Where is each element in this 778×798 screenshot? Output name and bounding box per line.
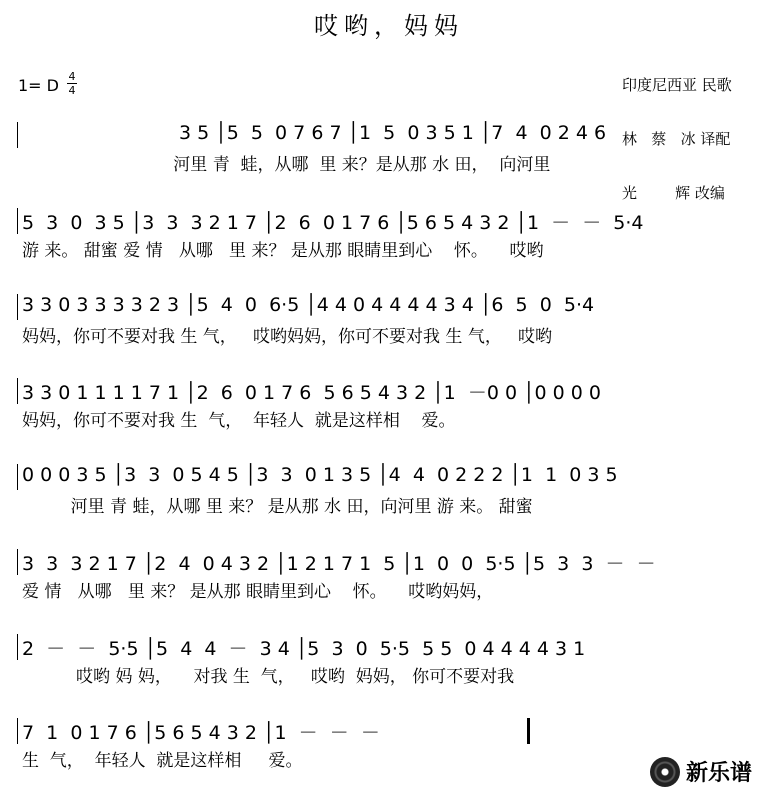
notation-line: 0 0 0 3 5 │3 3 0 5 4 5 │3 3 0 1 3 5 │4 4 0 2 2 2 │1 1 0 3 5 bbox=[22, 464, 618, 486]
credit-translator: 林 蔡 冰 译配 bbox=[622, 130, 731, 148]
lyric-line: 哎哟 妈 妈， 对我 生 气， 哎哟 妈妈， 你可不要对我 bbox=[22, 667, 515, 687]
lyric-line: 河里 青 蛙，从哪 里 来？是从那 水 田， 向河里 bbox=[22, 155, 551, 175]
logo-text: 新乐谱 bbox=[686, 761, 753, 786]
lyric-line: 妈妈，你可不要对我 生 气， 年轻人 就是这样相 爱。 bbox=[22, 411, 456, 431]
score-system-2 bbox=[0, 208, 778, 288]
score-system-4 bbox=[0, 378, 778, 458]
record-disc-icon bbox=[650, 757, 680, 787]
key-signature: 1= D bbox=[18, 76, 59, 95]
site-logo bbox=[650, 756, 752, 787]
barline bbox=[17, 634, 18, 660]
barline bbox=[17, 294, 18, 320]
barline bbox=[17, 122, 18, 148]
notation-line: 3 3 0 3 3 3 3 2 3 │5 4 0 6·5 │4 4 0 4 4 4 4 3 4 │6 5 0 5·4 bbox=[22, 294, 595, 316]
lyric-line: 妈妈，你可不要对我 生 气， 哎哟妈妈，你可不要对我 生 气， 哎哟 bbox=[22, 327, 553, 347]
barline bbox=[17, 464, 18, 490]
score-system-3 bbox=[0, 294, 778, 374]
barline bbox=[17, 208, 18, 234]
time-signature-top: 4 bbox=[68, 70, 76, 83]
score-system-6 bbox=[0, 549, 778, 629]
score-system-1 bbox=[0, 122, 778, 202]
barline bbox=[17, 378, 18, 404]
lyric-line: 游 来。 甜蜜 爱 情 从哪 里 来？ 是从那 眼睛里到心 怀。 哎哟 bbox=[22, 241, 544, 261]
credit-arranger: 光 辉 改编 bbox=[622, 184, 725, 202]
barline bbox=[17, 549, 18, 575]
final-barline bbox=[527, 718, 530, 744]
time-signature-bottom: 4 bbox=[68, 84, 76, 97]
notation-line: 3 5 │5 5 0 7 6 7 │1 5 0 3 5 1 │7 4 0 2 4 6 bbox=[22, 122, 607, 144]
notation-line: 7 1 0 1 7 6 │5 6 5 4 3 2 │1 － － － bbox=[22, 722, 380, 744]
score-system-7 bbox=[0, 634, 778, 714]
barline bbox=[17, 718, 18, 744]
notation-line: 3 3 0 1 1 1 1 7 1 │2 6 0 1 7 6 5 6 5 4 3 2 │1 －0 0 │0 0 0 0 bbox=[22, 382, 602, 404]
lyric-line: 生 气， 年轻人 就是这样相 爱。 bbox=[22, 751, 303, 771]
credit-origin: 印度尼西亚 民歌 bbox=[622, 76, 732, 94]
song-title: 哎哟，妈妈 bbox=[314, 12, 464, 40]
score-system-5 bbox=[0, 464, 778, 544]
time-signature bbox=[67, 71, 77, 96]
notation-line: 3 3 3 2 1 7 │2 4 0 4 3 2 │1 2 1 7 1 5 │1 0 0 5·5 │5 3 3 － － bbox=[22, 553, 656, 575]
lyric-line: 河里 青 蛙，从哪 里 来？ 是从那 水 田，向河里 游 来。 甜蜜 bbox=[22, 497, 533, 517]
lyric-line: 爱 情 从哪 里 来？ 是从那 眼睛里到心 怀。 哎哟妈妈， bbox=[22, 582, 494, 602]
notation-line: 2 － － 5·5 │5 4 4 － 3 4 │5 3 0 5·5 5 5 0 4 4 4 4 3 1 bbox=[22, 638, 586, 660]
notation-line: 5 3 0 3 5 │3 3 3 2 1 7 │2 6 0 1 7 6 │5 6 5 4 3 2 │1 － － 5·4 bbox=[22, 212, 644, 234]
